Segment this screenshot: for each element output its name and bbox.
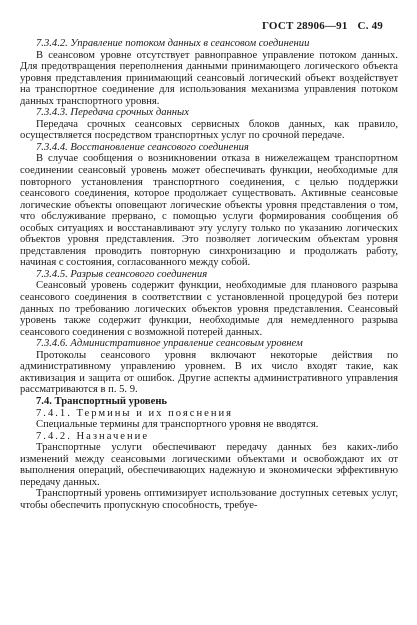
subsection-heading: 7.3.4.5. Разрыв сеансового соединения: [36, 268, 208, 280]
subsection-heading: 7.4.1. Термины и их пояснения: [36, 407, 234, 419]
subsection-heading: 7.3.4.6. Административное управление сеансовым уровнем: [36, 338, 303, 350]
page-number: С. 49: [357, 20, 383, 32]
subsection-heading: 7.4.2. Назначение: [36, 430, 150, 442]
paragraph: Протоколы сеансового уровня включают некоторые действия по административному управлению уровнем. В их число входят такие, как активизация и защита от ошибок. Другие аспекты административного управления рассматриваются в п. 5. 9.: [20, 349, 398, 396]
paragraph: Сеансовый уровень содержит функции, необходимые для планового разрыва сеансового соединения в соответствии с установленной процедурой без потери данных по требованию логических объектов уровня представления. Сеансовый уровень также содержит функции, необходимые для немедленного разрыва сеансового соединения с возможной потерей данных.: [20, 280, 398, 338]
paragraph: В случае сообщения о возникновении отказа в нижележащем транспортном соединении сеансовый уровень может обеспечивать функции, необходимые для повторного установления транспортного соединения, с целью поддержки сеансового соединения, которое продолжает существовать. Активные сеансовые логические объекты оповещают логические объекты уровня представления о том, что обслуживание прервано, с помощью услуги формирования сообщения об особых ситуациях и восстанавливают эту услугу только по указанию логических объектов уровня представления. Это позволяет логическим объектам уровня представления проводить повторную синхронизацию и продолжать работу, начиная с состояния, согласованного между собой.: [20, 153, 398, 269]
subsection-heading: 7.3.4.2. Управление потоком данных в сеансовом соединении: [36, 38, 310, 49]
paragraph: Передача срочных сеансовых сервисных блоков данных, как правило, осуществляется посредством транспортных услуг по срочной передаче.: [20, 118, 398, 142]
section-heading: 7.4. Транспортный уровень: [36, 395, 168, 407]
paragraph: Транспортный уровень оптимизирует использование доступных сетевых услуг, чтобы обеспечить пропускную способность, требуе-: [20, 488, 398, 511]
standard-number: ГОСТ 28906—91: [262, 20, 348, 32]
page-header: [262, 20, 383, 32]
paragraph: Специальные термины для транспортного уровня не вводятся.: [36, 419, 319, 431]
paragraph: Транспортные услуги обеспечивают передачу данных без каких-либо изменений между сеансовыми логическими объектами и освобождают их от выполнения операций, обеспечивающих надежную и экономически эффективную передачу данных.: [20, 442, 398, 488]
subsection-heading: 7.3.4.3. Передача срочных данных: [36, 107, 189, 119]
subsection-heading: 7.3.4.4. Восстановление сеансового соединения: [36, 141, 249, 153]
paragraph: В сеансовом уровне отсутствует равноправное управление потоком данных. Для предотвращения переполнения данными принимающего логического объекта уровня представления принимающий сеансовый логический объект воздействует на транспортное соединение для использования механизма управления потоком данных транспортного уровня.: [20, 49, 398, 107]
body-text: [20, 38, 398, 511]
